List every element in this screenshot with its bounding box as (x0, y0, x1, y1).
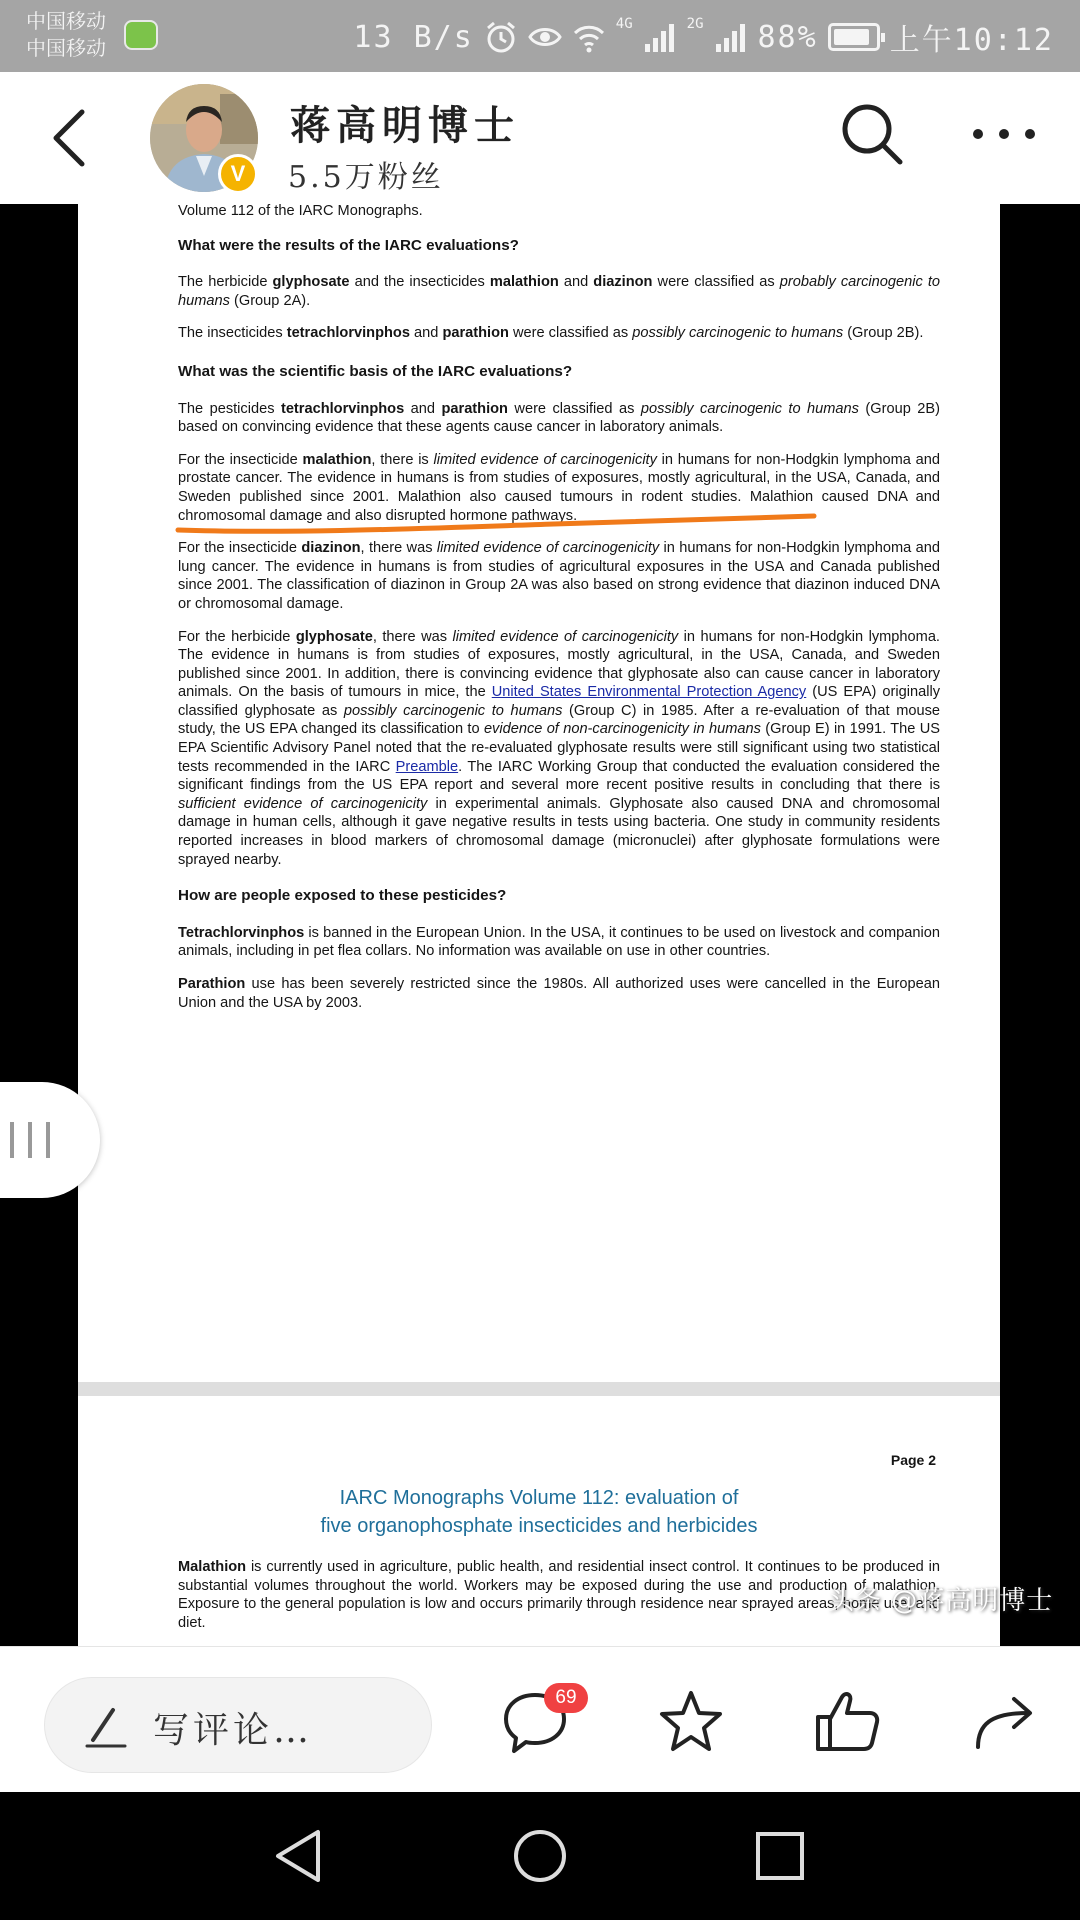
article-header (0, 72, 1080, 204)
document-viewer[interactable] (0, 204, 1080, 1646)
highlight-underline (174, 508, 822, 536)
wifi-icon (572, 20, 606, 54)
paragraph-glyphosate: For the herbicide glyphosate, there was limited evidence of carcinogenicity in humans for non-Hodgkin lymphoma. The evidence in humans is from studies of exposures, mostly agricultural, in the USA, Canada, and Sweden published since 2001. In addition, there is convincing evidence that glyphosate also can cause cancer in laboratory animals. On the basis of tumours in mice, the United States Environmental Protection Agency (US EPA) originally classified glyphosate as possibly carcinogenic to humans (Group C) in 1985. After a re-evaluation of that mouse study, the US EPA changed its classification to evidence of non-carcinogenicity in humans (Group E) in 1991. The US EPA Scientific Advisory Panel noted that the re-evaluated glyphosate results were still significant using two statistical tests recommended in the IARC Preamble. The IARC Working Group that conducted the evaluation considered the significant findings from the US EPA report and several more recent positive results in concluding that there is sufficient evidence of carcinogenicity in experimental animals. Glyphosate also caused DNA and chromosomal damage in human cells, although it gave negative results in tests using bacteria. One study in community residents reported increases in blood markers of chromosomal damage (micronuclei) after glyphosate formulations were sprayed nearby. (178, 628, 940, 868)
like-button[interactable] (812, 1687, 882, 1757)
paragraph-tetrachlorvinphos: Tetrachlorvinphos is banned in the European Union. In the USA, it continues to be used on livestock and companion animals, including in pet flea collars. No information was available on use in other countries. (178, 924, 940, 960)
document-page-1 (78, 204, 1000, 1382)
more-button[interactable] (968, 100, 1040, 168)
net-4g-label: 4G (615, 16, 633, 32)
star-icon (662, 1693, 720, 1749)
square-recents-icon (758, 1834, 802, 1878)
pen-icon (83, 1704, 129, 1750)
clock: 上午10:12 (889, 23, 1054, 58)
intro-line: Volume 112 of the IARC Monographs. (178, 204, 423, 219)
heading-basis: What was the scientific basis of the IARC evaluations? (178, 362, 573, 380)
page-number: Page 2 (890, 1452, 936, 1468)
circle-home-icon (516, 1832, 564, 1880)
status-indicators (353, 14, 1054, 60)
paragraph-results-1: The herbicide glyphosate and the insecticides malathion and diazinon were classified as probably carcinogenic to humans (Group 2A). (178, 274, 940, 309)
battery-percent: 88% (757, 19, 818, 55)
nav-back-button[interactable] (270, 1826, 330, 1886)
net-2g-label: 2G (686, 16, 704, 32)
grip-lines-icon (8, 1120, 52, 1160)
carrier-1: 中国移动 (26, 9, 106, 33)
nav-recents-button[interactable] (750, 1826, 810, 1886)
app-notification-icon (124, 20, 158, 50)
comment-input[interactable] (44, 1677, 432, 1773)
nav-home-button[interactable] (510, 1826, 570, 1886)
follower-count: 5.5万粉丝 (288, 160, 444, 195)
more-dots-icon (973, 129, 1035, 139)
comment-placeholder: 写评论… (153, 1710, 314, 1751)
favorite-button[interactable] (656, 1687, 726, 1757)
page2-body (178, 1558, 940, 1646)
page1-body (178, 204, 940, 1026)
heading-exposed: How are people exposed to these pesticides? (178, 887, 507, 905)
chevron-left-icon (56, 112, 82, 164)
carrier-labels (26, 8, 106, 62)
paragraph-p2-malathion: Malathion is currently used in agriculture, public health, and residential insect control. It continues to be produced in substantial volumes throughout the world. Workers may be exposed during the use and production of malathion. Exposure to the general population is low and occurs primarily through residence near sprayed areas, home use, and diet. (178, 1559, 940, 1631)
carrier-2: 中国移动 (26, 36, 106, 60)
watermark: 头条 @蒋高明博士 (828, 1586, 1054, 1616)
share-button[interactable] (970, 1687, 1040, 1757)
link-preamble[interactable]: Preamble (395, 758, 459, 775)
net-speed: 13 B/s (353, 19, 474, 55)
eye-icon (528, 20, 562, 54)
paragraph-results-2: The insecticides tetrachlorvinphos and parathion were classified as possibly carcinogenic to humans (Group 2B). (178, 325, 924, 342)
paragraph-diazinon: For the insecticide diazinon, there was limited evidence of carcinogenicity in humans for non-Hodgkin lymphoma and lung cancer. The evidence in humans is from studies of agricultural exposures in the USA and Canada published since 2001. The classification of diazinon in Group 2A was also based on strong evidence that diazinon induced DNA or chromosomal damage. (178, 540, 940, 612)
verified-badge: V (218, 154, 258, 194)
paragraph-malathion: For the insecticide malathion, there is limited evidence of carcinogenicity in humans for non-Hodgkin lymphoma and prostate cancer. The evidence in humans is from studies of exposures, mostly agricultural, in the USA, Canada, and Sweden published since 2001. Malathion also caused tumours in rodent studies. Malathion caused DNA and chromosomal damage and also disrupted hormone pathways. (178, 451, 940, 524)
status-bar (0, 0, 1080, 72)
bottom-action-bar (0, 1646, 1080, 1792)
thumbs-up-icon (818, 1694, 877, 1749)
comment-count-badge: 69 (544, 1683, 588, 1713)
back-button[interactable] (36, 98, 116, 178)
signal-icon-2 (714, 20, 748, 54)
page2-title: IARC Monographs Volume 112: evaluation of five organophosphate insecticides and herbicides (320, 1487, 758, 1537)
link-us-epa[interactable]: United States Environmental Protection Agency (491, 684, 807, 701)
search-icon (845, 107, 900, 162)
battery-icon (828, 23, 880, 51)
author-name[interactable]: 蒋高明博士 (290, 102, 520, 149)
alarm-icon (484, 20, 518, 54)
heading-results: What were the results of the IARC evaluations? (178, 236, 519, 254)
triangle-back-icon (278, 1832, 318, 1880)
search-button[interactable] (838, 100, 906, 168)
signal-icon (643, 20, 677, 54)
paragraph-basis: The pesticides tetrachlorvinphos and parathion were classified as possibly carcinogenic to humans (Group 2B) based on convincing evidence that these agents cause cancer in laboratory animals. (178, 400, 940, 436)
paragraph-parathion: Parathion use has been severely restricted since the 1980s. All authorized uses were cancelled in the European Union and the USA by 2003. (178, 976, 940, 1011)
page-separator (78, 1382, 1000, 1396)
share-arrow-icon (978, 1699, 1030, 1747)
system-nav-bar (0, 1792, 1080, 1920)
